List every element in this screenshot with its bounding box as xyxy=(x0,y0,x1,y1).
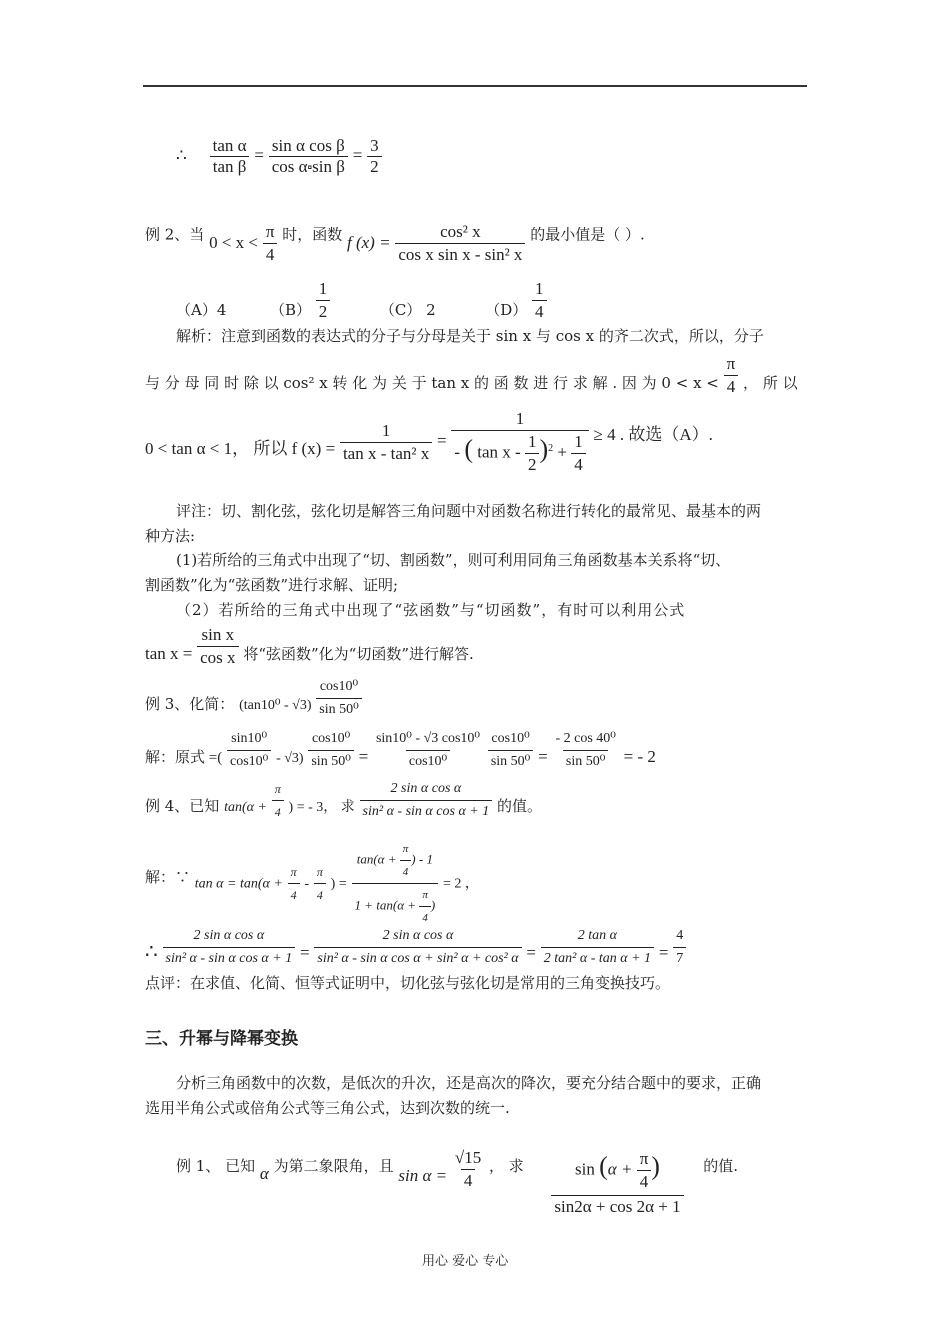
comment-line-1: 评注：切、割化弦，弦化切是解答三角问题中对函数名称进行转化的最常见、最基本的两 xyxy=(176,502,762,520)
example-3-question: 例 3、化简： (tan10⁰ - √3) $\frac{\text{cos10⁰}}{\text{sin 50⁰}}$ xyxy=(145,676,362,721)
fraction: $\frac{\pi}{4}$ xyxy=(288,861,300,906)
comment-line-3: (1)若所给的三角式中出现了“切、割函数”，则可利用同角三角函数基本关系将“切、 xyxy=(176,551,731,569)
analysis-line-2: 与 分 母 同 时 除 以 cos² x 转 化 为 关 于 tan x 的 函 数 进 行 求 解 . 因 为 0 < x < $\frac{\pi}{4}$ ， 所 以 xyxy=(145,354,798,396)
example-2-options xyxy=(176,278,547,323)
analysis-line-1: 解析：注意到函数的表达式的分子与分母是关于 sin x 与 cos x 的齐二次式，所以，分子 xyxy=(176,327,764,345)
fraction: $\frac{\text{sin x}}{\text{cos x}}$ xyxy=(197,624,238,669)
fraction: $\frac{\text{cos10⁰}}{\text{sin 50⁰}}$ xyxy=(308,728,353,773)
fraction: $\frac{1}{4}$ xyxy=(532,278,547,323)
fraction: tan(α + $\frac{\pi}{4}$ ) - 1 1 + tan(α + $\frac{\pi}{4}$ ) xyxy=(352,838,439,929)
comment-line-5: （2）若所给的三角式中出现了“弦函数”与“切函数”，有时可以利用公式 xyxy=(176,601,686,619)
fraction: $\frac{\text{cos² x}}{\text{cos x sin x - sin² x}}$ xyxy=(395,221,525,266)
header-rule xyxy=(143,85,807,87)
fraction: $\frac{\text{- 2 cos 40⁰}}{\text{sin 50⁰}}$ xyxy=(552,728,618,773)
comment-line-2: 种方法: xyxy=(145,527,196,545)
option-a: （A）4 xyxy=(176,300,227,319)
fraction: $\frac{\pi}{4}$ xyxy=(724,353,739,398)
comment-line-6: tan x = $\frac{\text{sin x}}{\text{cos x}}$ 将“弦函数”化为“切函数”进行解答. xyxy=(145,625,474,667)
fraction: $\frac{\pi}{4}$ xyxy=(400,838,412,883)
fraction: $\frac{\pi}{4}$ xyxy=(419,884,431,929)
example-4-note: 点评：在求值、化简、恒等式证明中，切化弦与弦化切是常用的三角变换技巧。 xyxy=(145,974,671,992)
fraction: $\frac{3}{2}$ xyxy=(367,136,382,177)
comment-line-4: 割函数”化为“弦函数”进行求解、证明; xyxy=(145,576,399,594)
example-4-conclusion: ∴ $\frac{\text{2 sin α cos α}}{\text{sin² α - sin α cos α + 1}}$ = $\frac{\text{2 sin α cos α}}{\text{sin² α - sin α cos α + sin² α + cos² α}}$ = $\frac{\text{2 tan α}}{\text{2 tan² α - tan α + 1}}$ = $\frac{4}{7}$ xyxy=(145,925,686,970)
fraction: $\frac{1}{4}$ xyxy=(571,431,586,476)
fraction: $\frac{\text{2 sin α cos α}}{\text{sin² α - sin α cos α + 1}}$ xyxy=(163,925,296,970)
fraction: $\frac{1}{\text{tan x - tan² x}}$ xyxy=(340,420,432,465)
option-c: （C） 2 xyxy=(379,300,436,319)
therefore-equation: ∴ $\frac{\text{tan α}}{\text{tan β}}$ = $\frac{\text{sin α cos β}}{\text{cos α⬞sin β}}$ = $\frac{3}{2}$ xyxy=(176,136,382,177)
example-4-question: 例 4、已知 tan(α + $\frac{\pi}{4}$ ) = - 3， 求 $\frac{\text{2 sin α cos α}}{\text{sin² α - sin α cos α + 1}}$ 的值。 xyxy=(145,778,542,823)
example-2-question: 例 2、当 0 < x < $\frac{\pi}{4}$ 时，函数 f (x) = $\frac{\text{cos² x}}{\text{cos x sin x - sin² x}}$ 的最小值是（ ）. xyxy=(145,222,645,264)
therefore-symbol: ∴ xyxy=(176,145,187,165)
fraction: $\frac{4}{7}$ xyxy=(673,925,686,970)
fraction: $\frac{\text{2 sin α cos α}}{\text{sin² α - sin α cos α + 1}}$ xyxy=(360,778,493,823)
fraction: $\frac{1}{2}$ xyxy=(316,278,331,323)
fraction: $\frac{\pi}{4}$ xyxy=(263,221,278,266)
fraction: $\frac{\text{2 tan α}}{\text{2 tan² α - tan α + 1}}$ xyxy=(541,925,654,970)
section-paragraph-line-2: 选用半角公式或倍角公式等三角公式，达到次数的统一. xyxy=(145,1099,510,1117)
fraction: $\frac{\text{sin α cos β}}{\text{cos α⬞sin β}}$ xyxy=(269,136,348,177)
fraction: $\frac{\text{cos10⁰}}{\text{sin 50⁰}}$ xyxy=(488,728,533,773)
fraction: sin (α + $\frac{\pi}{4}$ ) sin2α + cos 2α + 1 xyxy=(551,1148,683,1218)
fraction: $\frac{\text{cos10⁰}}{\text{sin 50⁰}}$ xyxy=(316,676,361,721)
fraction: $\frac{\pi}{4}$ xyxy=(637,1148,652,1193)
fraction: $\frac{√15}{4}$ xyxy=(454,1147,482,1190)
option-b: （B） $\frac{1}{2}$ xyxy=(270,291,335,309)
example-4-solution: 解：∵ tan α = tan(α + $\frac{\pi}{4}$ - $\frac{\pi}{4}$ ) = tan(α + $\frac{\pi}{4}$ ) - 1 1 + tan(α + $\frac{\pi}{4}$ ) = 2 ， xyxy=(145,838,479,929)
fraction: $\frac{\pi}{4}$ xyxy=(272,778,284,823)
analysis-line-3: 0 < tan α < 1， 所以 f (x) = $\frac{1}{\text{tan x - tan² x}}$ = 1 - ( tan x - $\frac{1}{2}$ )$^2$ + $\frac{1}{4}$ ≥ 4 . 故选（A）. xyxy=(145,409,713,474)
fraction: $\frac{\text{sin10⁰}}{\text{cos10⁰}}$ xyxy=(227,728,271,773)
fraction: $\frac{\text{2 sin α cos α}}{\text{sin² α - sin α cos α + sin² α + cos² α}}$ xyxy=(314,925,521,970)
fraction: $\frac{\pi}{4}$ xyxy=(314,861,326,906)
option-d: （D） $\frac{1}{4}$ xyxy=(485,291,546,309)
example-1-question: 例 1、 已知 α 为第二象限角，且 sin α = $\frac{√15}{4}$ ， 求 sin (α + $\frac{\pi}{4}$ ) sin2α + cos 2α + 1 的值. xyxy=(176,1147,738,1216)
section-paragraph-line-1: 分析三角函数中的次数，是低次的升次，还是高次的降次，要充分结合题中的要求，正确 xyxy=(176,1074,762,1092)
example-3-solution: 解：原式 =( $\frac{\text{sin10⁰}}{\text{cos10⁰}}$ - √3) $\frac{\text{cos10⁰}}{\text{sin 50⁰}}$ = $\frac{\text{sin10⁰ - √3 cos10⁰}}{\text{cos10⁰}}$ $\frac{\text{cos10⁰}}{\text{sin 50⁰}}$ = $\frac{\text{- 2 cos 40⁰}}{\text{sin 50⁰}}$ = - 2 xyxy=(145,728,656,773)
fraction: $\frac{\text{tan α}}{\text{tan β}}$ xyxy=(210,136,250,177)
fraction: $\frac{\text{sin10⁰ - √3 cos10⁰}}{\text{cos10⁰}}$ xyxy=(373,728,483,773)
fraction: $\frac{1}{2}$ xyxy=(525,431,540,476)
section-title: 三、升幂与降幂变换 xyxy=(145,1029,298,1049)
fraction: 1 - ( tan x - $\frac{1}{2}$ )$^2$ + $\frac{1}{4}$ xyxy=(451,408,588,476)
page-footer: 用心 爱心 专心 xyxy=(422,1254,509,1269)
